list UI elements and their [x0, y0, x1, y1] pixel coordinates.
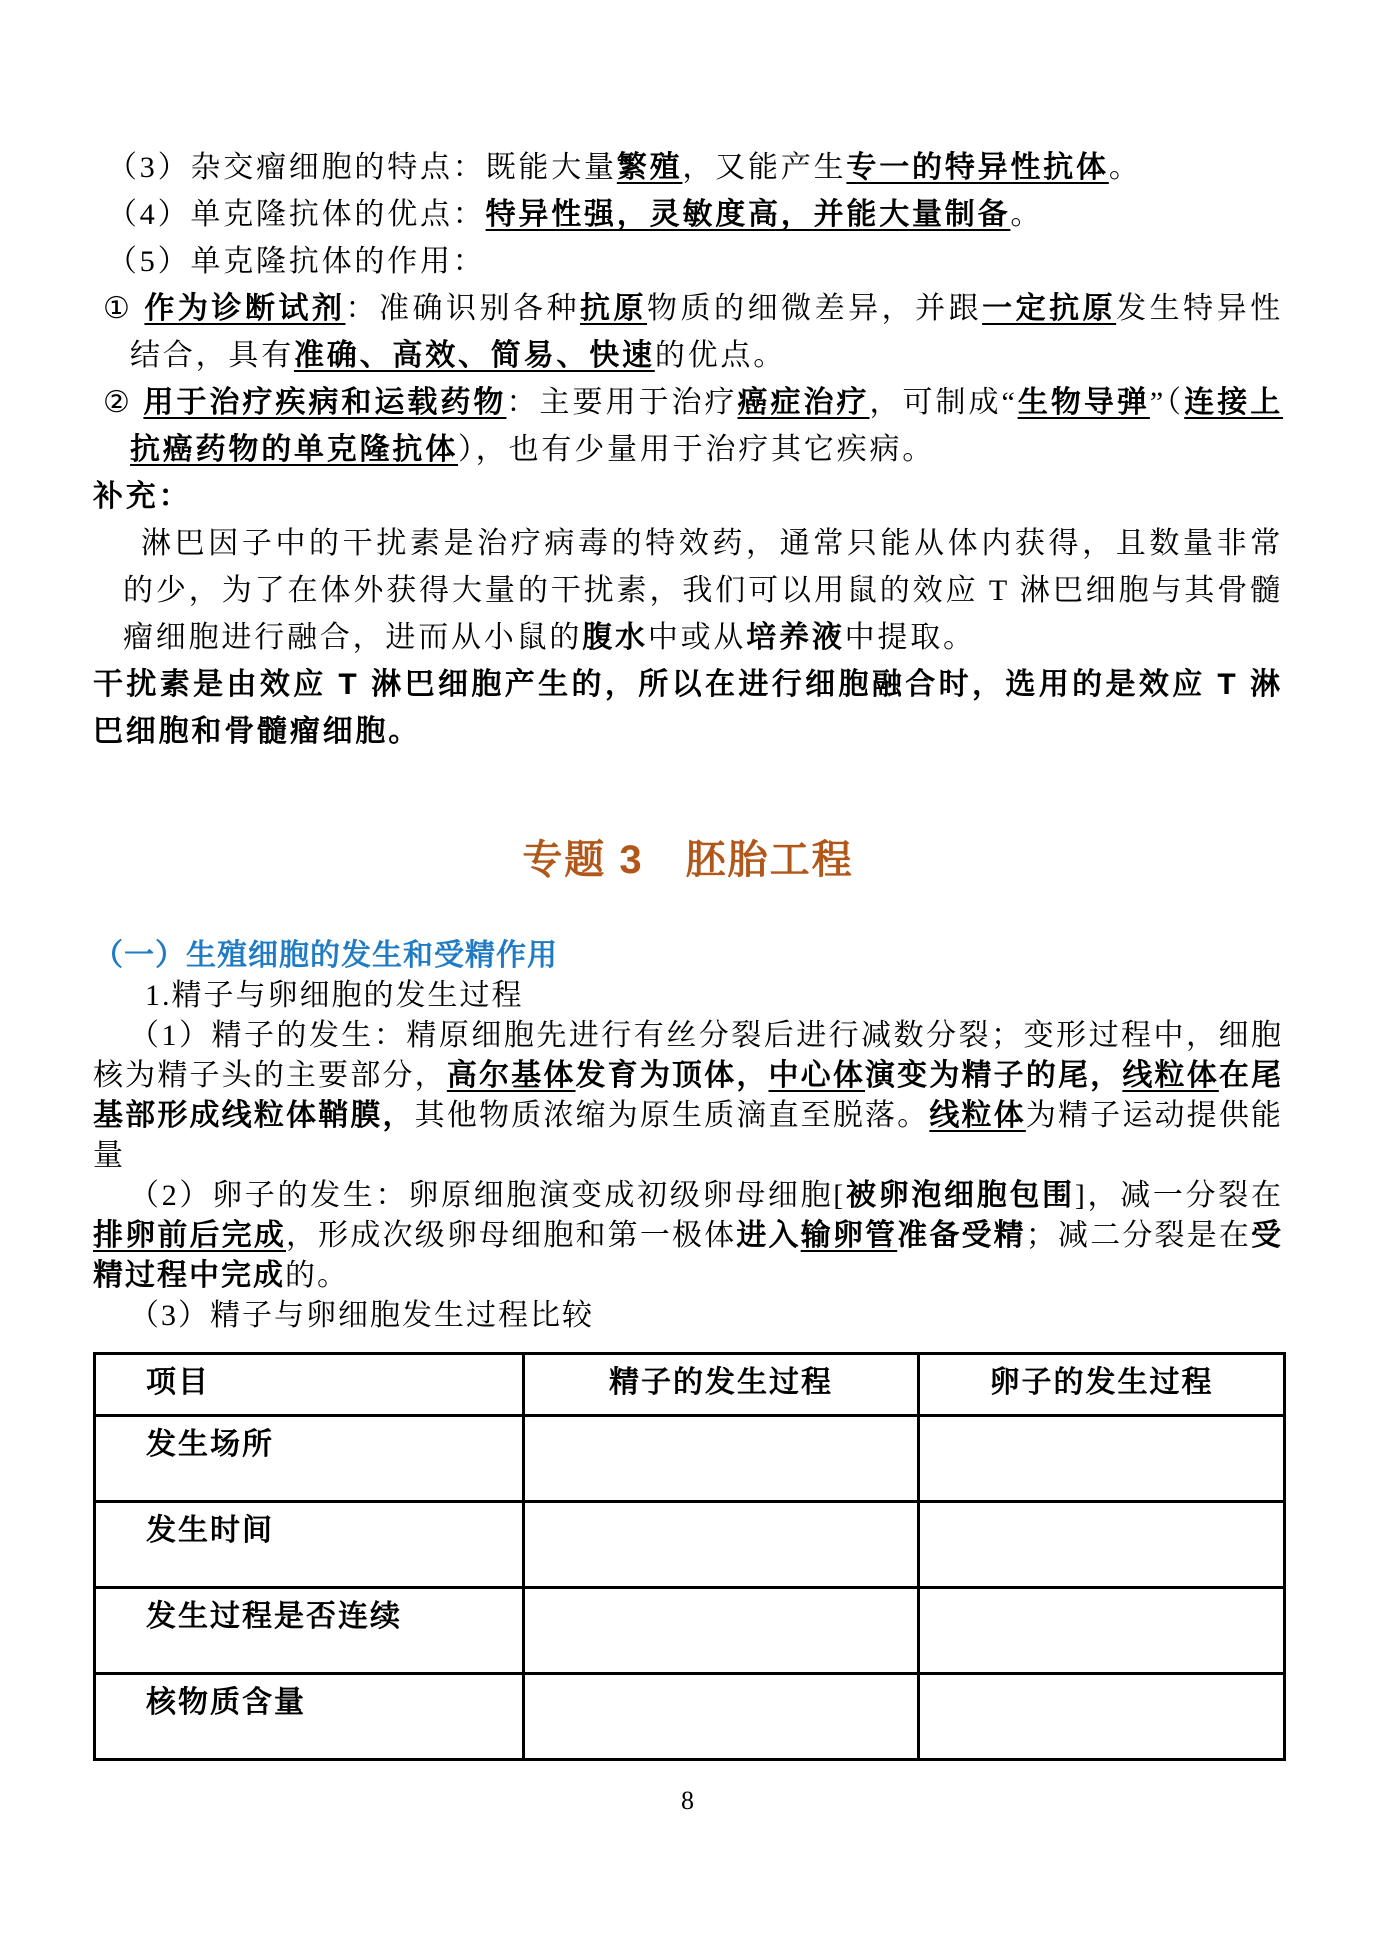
table-empty-cell [919, 1416, 1285, 1502]
topic-heading: 专题 3 胚胎工程 [522, 838, 854, 882]
table-empty-cell [524, 1416, 919, 1502]
paragraph-supplement-body: 淋巴因子中的干扰素是治疗病毒的特效药，通常只能从体内获得，且数量非常的少，为了在体外获得大量的干扰素，我们可以用鼠的效应 T 淋巴细胞与其骨髓瘤细胞进行融合，进而从小鼠的腹水中或从培养液中提取。 [123, 527, 1283, 654]
paragraph-mab-advantages: （4）单克隆抗体的优点：特异性强，灵敏度高，并能大量制备。 [107, 198, 1044, 231]
table-row-label-continuity: 发生过程是否连续 [95, 1588, 524, 1674]
paragraph-diagnostic-reagent: ① 作为诊断试剂：准确识别各种抗原物质的细微差异，并跟一定抗原发生特异性结合，具有准确、高效、简易、快速的优点。 [103, 292, 1283, 372]
table-header-row [95, 1354, 1285, 1416]
paragraph-mab-functions-title: （5）单克隆抗体的作用： [107, 245, 486, 278]
paragraph-supplement-title: 补充： [93, 480, 192, 513]
table-row-label-time: 发生时间 [95, 1502, 524, 1588]
paragraph-treat-disease: ② 用于治疗疾病和运载药物：主要用于治疗癌症治疗，可制成“生物导弹”（连接上抗癌药物的单克隆抗体），也有少量用于治疗其它疾病。 [103, 386, 1283, 466]
paragraph-sperm-genesis: （1）精子的发生：精原细胞先进行有丝分裂后进行减数分裂；变形过程中，细胞核为精子头的主要部分，高尔基体发育为顶体，中心体演变为精子的尾，线粒体在尾基部形成线粒体鞘膜，其他物质浓缩为原生质滴直至脱落。线粒体为精子运动提供能量 [93, 1019, 1284, 1172]
table-empty-cell [919, 1588, 1285, 1674]
paragraph-germ-cell-title: 1.精子与卵细胞的发生过程 [145, 979, 524, 1012]
table-header-sperm-process: 精子的发生过程 [524, 1354, 919, 1416]
paragraph-interferon-note: 干扰素是由效应 T 淋巴细胞产生的，所以在进行细胞融合时，选用的是效应 T 淋巴细胞和骨髓瘤细胞。 [93, 668, 1283, 748]
table-header-egg-process: 卵子的发生过程 [919, 1354, 1285, 1416]
comparison-table [93, 1352, 1286, 1761]
section-germ-cells [93, 976, 1283, 1761]
paragraph-comparison-title: （3）精子与卵细胞发生过程比较 [129, 1299, 594, 1332]
table-empty-cell [919, 1674, 1285, 1760]
table-row-location [95, 1416, 1285, 1502]
table-row-time [95, 1502, 1285, 1588]
table-empty-cell [524, 1502, 919, 1588]
table-row-continuity [95, 1588, 1285, 1674]
page-number: 8 [681, 1786, 694, 1815]
subsection-heading: （一）生殖细胞的发生和受精作用 [93, 939, 558, 972]
section-monoclonal-antibody [93, 144, 1283, 755]
table-empty-cell [524, 1588, 919, 1674]
table-row-label-nuclear-content: 核物质含量 [95, 1674, 524, 1760]
page-content [93, 144, 1283, 1761]
table-empty-cell [524, 1674, 919, 1760]
table-header-item: 项目 [95, 1354, 524, 1416]
table-row-nuclear-content [95, 1674, 1285, 1760]
paragraph-hybridoma-traits: （3）杂交瘤细胞的特点：既能大量繁殖，又能产生专一的特异性抗体。 [107, 151, 1142, 184]
paragraph-egg-genesis: （2）卵子的发生：卵原细胞演变成初级卵母细胞[被卵泡细胞包围]，减一分裂在排卵前后完成，形成次级卵母细胞和第一极体进入输卵管准备受精；减二分裂是在受精过程中完成的。 [93, 1179, 1284, 1292]
table-empty-cell [919, 1502, 1285, 1588]
table-row-label-location: 发生场所 [95, 1416, 524, 1502]
